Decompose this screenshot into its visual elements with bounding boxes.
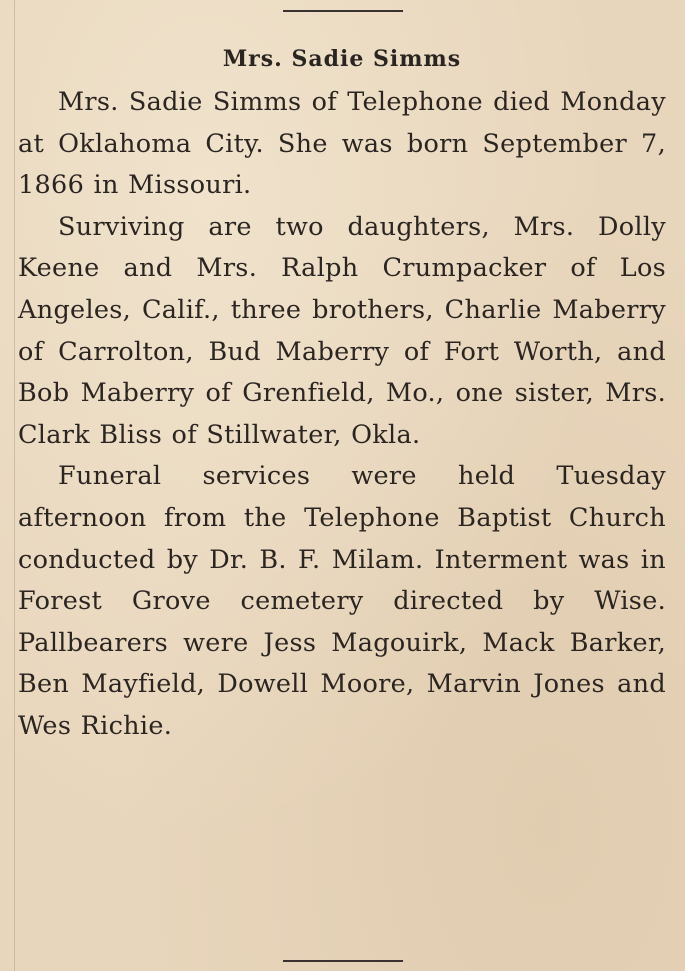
article-paragraph-1: Mrs. Sadie Simms of Telephone died Monday at Oklahoma City. She was born September 7, 1866 in Missouri. — [18, 87, 666, 201]
bottom-divider-rule — [283, 960, 403, 962]
article-paragraph-2: Surviving are two daughters, Mrs. Dolly Keene and Mrs. Ralph Crumpacker of Los Angeles, Calif., three brothers, Charlie Maberry of Carrolton, Bud Maberry of Fort Worth, and Bob Maberry of Grenfield, Mo., one sister, Mrs. Clark Bliss of Stillwater, Okla. — [18, 211, 666, 450]
article-paragraph-3: Funeral services were held Tuesday afternoon from the Telephone Baptist Church conducted by Dr. B. F. Milam. Interment was in Forest Grove cemetery directed by Wise. Pallbearers were Jess Magouirk, Mack Barker, Ben Mayfield, Dowell Moore, Marvin Jones and Wes Richie. — [18, 461, 666, 741]
article-headline: Mrs. Sadie Simms — [222, 46, 462, 72]
obituary-article — [18, 42, 666, 748]
top-divider-rule — [283, 10, 403, 12]
column-edge — [0, 0, 15, 971]
